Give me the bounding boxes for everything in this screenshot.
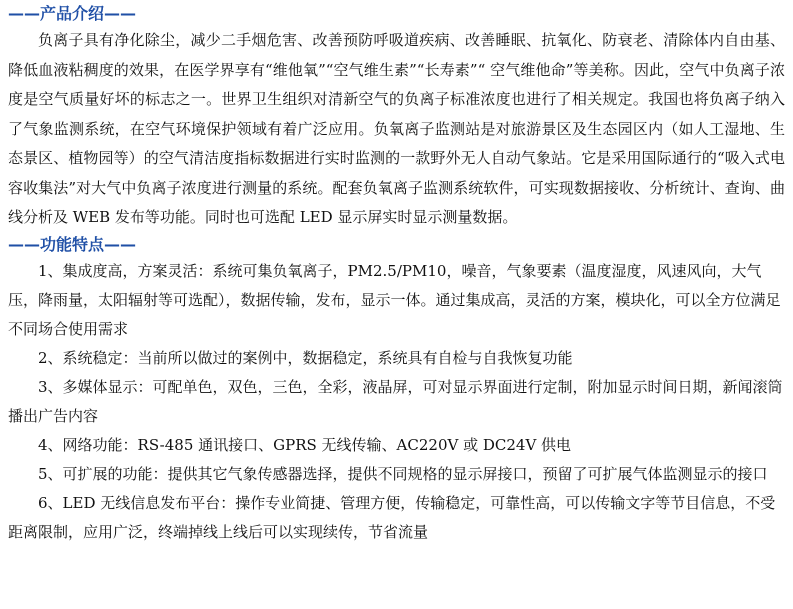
feature-item-5: 5、可扩展的功能：提供其它气象传感器选择，提供不同规格的显示屏接口，预留了可扩展气体监测显示的接口 [38, 464, 768, 483]
feature-item-6: 6、LED 无线信息发布平台：操作专业简捷、管理方便，传输稳定，可靠性高，可以传输文字等节目信息，不受距离限制，应用广泛，终端掉线上线后可以实现续传，节省流量 [8, 493, 776, 541]
feature-item-4: 4、网络功能：RS-485 通讯接口、GPRS 无线传输、AC220V 或 DC24V 供电 [38, 435, 572, 454]
features-heading: ——功能特点—— [8, 234, 137, 254]
intro-paragraph: 负离子具有净化除尘，减少二手烟危害、改善预防呼吸道疾病、改善睡眠、抗氧化、防衰老、清除体内自由基、降低血液粘稠度的效果，在医学界享有“维他氧”“空气维生素”“长寿素”“ 空气维他命”等美称。因此，空气中负离子浓度是空气质量好坏的标志之一。世界卫生组织对清新空气的负离子标准浓度也进行了相关规定。我国也将负离子纳入了气象监测系统，在空气环境保护领域有着广泛应用。负氧离子监测站是对旅游景区及生态园区内（如人工湿地、生态景区、植物园等）的空气清洁度指标数据进行实时监测的一款野外无人自动气象站。它是采用国际通行的“吸入式电容收集法”对大气中负离子浓度进行测量的系统。配套负氧离子监测系统软件，可实现数据接收、分析统计、查询、曲线分析及 WEB 发布等功能。同时也可选配 LED 显示屏实时显示测量数据。 [8, 31, 785, 226]
feature-item-3: 3、多媒体显示：可配单色，双色，三色，全彩，液晶屏，可对显示界面进行定制，附加显示时间日期，新闻滚筒播出广告内容 [8, 377, 783, 425]
feature-item-1: 1、集成度高，方案灵活：系统可集负氧离子，PM2.5/PM10，噪音，气象要素（温度湿度，风速风向，大气压，降雨量，太阳辐射等可选配），数据传输，发布，显示一体。通过集成高，灵活的方案，模块化，可以全方位满足不同场合使用需求 [8, 261, 781, 338]
feature-item-2: 2、系统稳定：当前所以做过的案例中，数据稳定，系统具有自检与自我恢复功能 [38, 348, 573, 367]
intro-heading: ——产品介绍—— [8, 4, 137, 23]
